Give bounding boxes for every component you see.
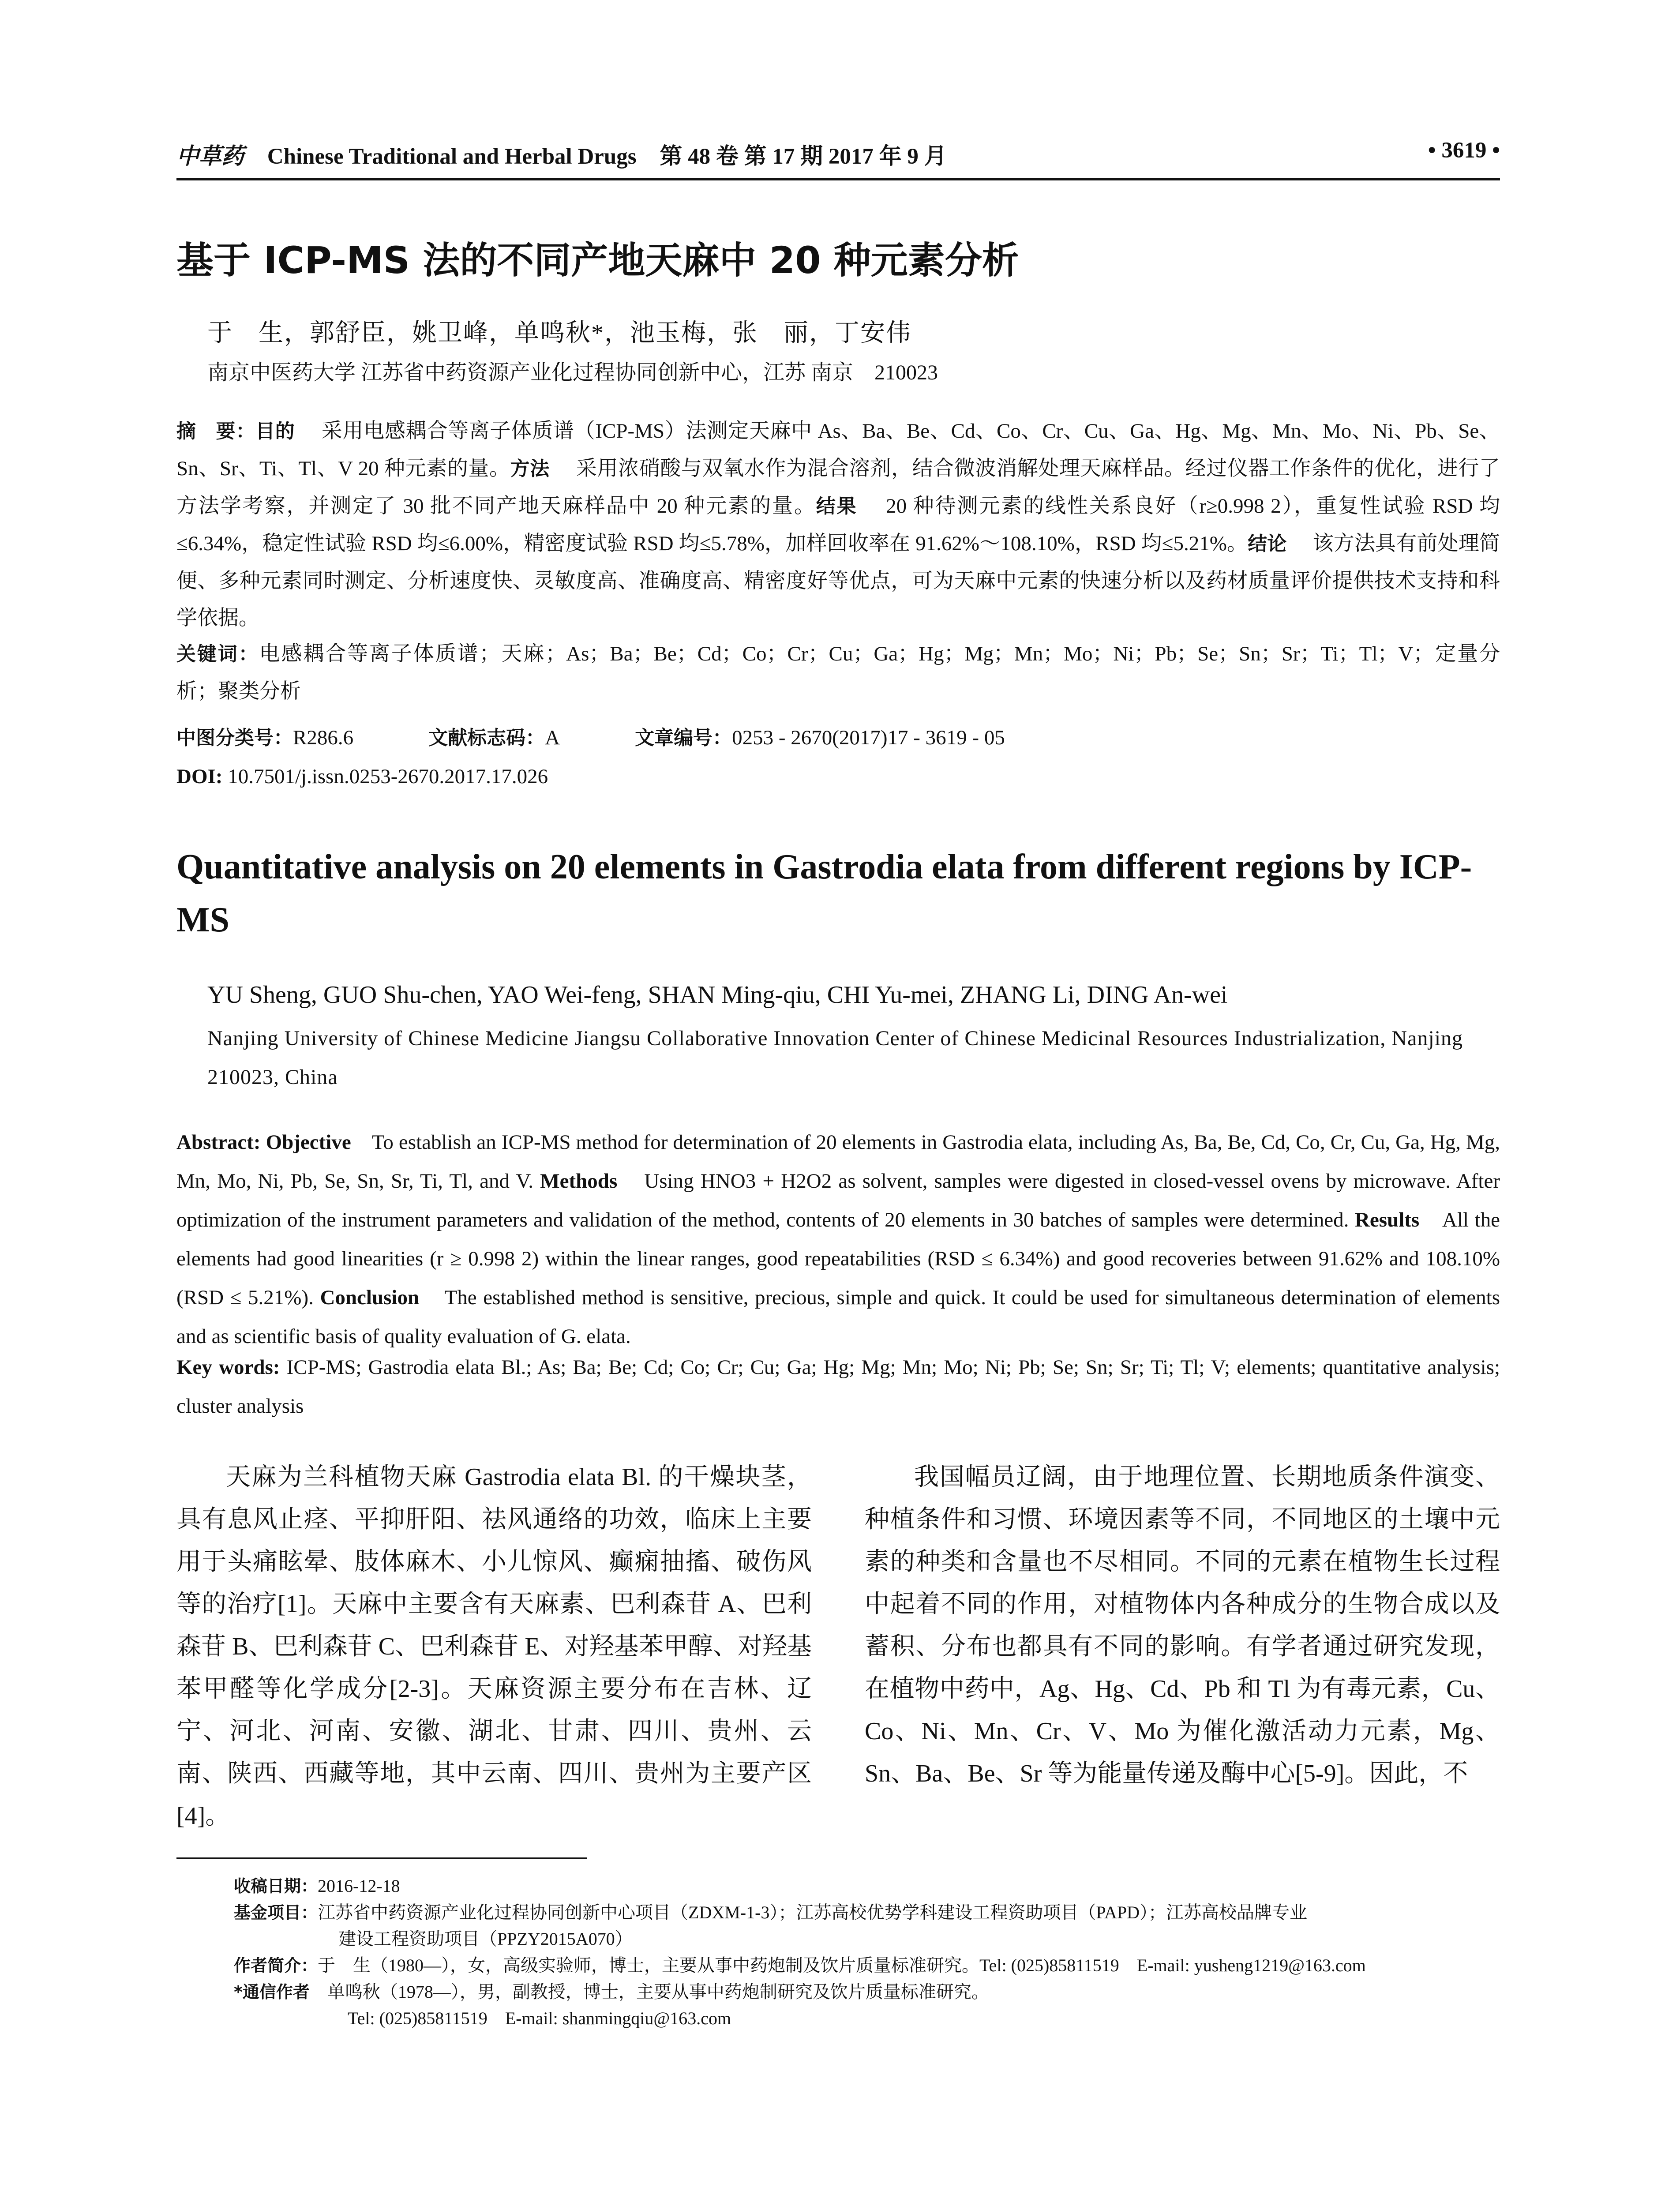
received-date: 2016-12-18 <box>318 1876 400 1896</box>
keywords-cn-label: 关键词： <box>176 643 259 665</box>
article-no: 0253 - 2670(2017)17 - 3619 - 05 <box>732 726 1005 749</box>
affiliation-cn: 南京中医药大学 江苏省中药资源产业化过程协同创新中心，江苏 南京 210023 <box>207 361 938 384</box>
methods-en-label: Methods <box>540 1170 618 1193</box>
doc-code: A <box>545 726 560 749</box>
objective-en: To establish an ICP-MS method for determination of 20 elements in Gastrodia elata, including As, Ba, Be, Cd, Co, Cr, Cu, Ga, Hg, Mg, Mn, Mo, Ni, Pb, Se, Sn, Sr, Ti, Tl, and V. <box>176 1131 1500 1193</box>
doi-label: DOI: <box>176 765 223 788</box>
objective-cn-label: 目的 <box>255 420 295 443</box>
doc-code-label: 文献标志码： <box>428 727 545 749</box>
title-cn: 基于 ICP-MS 法的不同产地天麻中 20 种元素分析 <box>176 239 1019 282</box>
footnotes <box>234 1873 1500 2032</box>
authors-en: YU Sheng, GUO Shu-chen, YAO Wei-feng, SHAN Ming-qiu, CHI Yu-mei, ZHANG Li, DING An-wei <box>207 981 1228 1009</box>
conclusion-en-label: Conclusion <box>320 1286 420 1309</box>
author-bio: 于 生（1980—），女，高级实验师，博士，主要从事中药炮制及饮片质量标准研究。Tel: (025)85811519 E-mail: yusheng1219@163.com <box>318 1955 1366 1975</box>
doi-line <box>176 758 1500 795</box>
results-cn-label: 结果 <box>816 495 858 518</box>
corr-text: 单鸣秋（1978—），男，副教授，博士，主要从事中药炮制研究及饮片质量标准研究。 <box>327 1982 989 2002</box>
authors-cn-text: 于 生，郭舒臣，姚卫峰，单鸣秋*，池玉梅，张 丽，丁安伟 <box>207 319 911 347</box>
author-bio-label: 作者简介： <box>234 1956 318 1975</box>
abstract-en <box>176 1123 1500 1356</box>
abstract-cn-label: 摘 要： <box>176 420 255 443</box>
footnote-rule <box>176 1857 587 1859</box>
fund-label: 基金项目： <box>234 1903 318 1922</box>
affiliation-en: Nanjing University of Chinese Medicine Jiangsu Collaborative Innovation Center of Chinese Medicinal Resources Industrialization, Nanjing 210023, China <box>207 1027 1463 1089</box>
clc-code: R286.6 <box>293 726 354 749</box>
classification-line <box>176 719 1500 757</box>
methods-cn: 采用浓硝酸与双氧水作为混合溶剂，结合微波消解处理天麻样品。经过仪器工作条件的优化，进行了方法学考察，并测定了 30 批不同产地天麻样品中 20 种元素的量。 <box>176 457 1500 518</box>
keywords-cn <box>176 635 1500 710</box>
footnote-fund <box>234 1899 1500 1926</box>
results-en-label: Results <box>1354 1208 1420 1231</box>
doi-value: 10.7501/j.issn.0253-2670.2017.17.026 <box>228 765 548 788</box>
results-cn: 20 种待测元素的线性关系良好（r≥0.998 2），重复性试验 RSD 均≤6.34%，稳定性试验 RSD 均≤6.00%，精密度试验 RSD 均≤5.78%，加样回收率在 91.62%～108.10%，RSD 均≤5.21%。 <box>176 495 1500 555</box>
running-header <box>176 138 1500 177</box>
abstract-cn <box>176 413 1500 637</box>
fund-text: 江苏省中药资源产业化过程协同创新中心项目（ZDXM-1-3）；江苏高校优势学科建设工程资助项目（PAPD）；江苏高校品牌专业 <box>318 1902 1308 1922</box>
abstract-en-label: Abstract: Objective <box>176 1131 351 1154</box>
conclusion-cn: 该方法具有前处理简便、多种元素同时测定、分析速度快、灵敏度高、准确度高、精密度好等优点，可为天麻中元素的快速分析以及药材质量评价提供技术支持和科学依据。 <box>176 532 1500 630</box>
fund-text-cont: 建设工程资助项目（PPZY2015A070） <box>338 1929 633 1949</box>
conclusion-en: The established method is sensitive, precious, simple and quick. It could be used for simultaneous determination of elements and as scientific basis of quality evaluation of G. elata. <box>176 1286 1500 1348</box>
footnote-corresponding <box>234 1979 1500 2005</box>
methods-en: Using HNO3 + H2O2 as solvent, samples were digested in closed-vessel ovens by microwave. After optimization of the instrument parameters and validation of the method, contents of 20 elements in 30 batches of samples were determined. <box>176 1170 1500 1231</box>
keywords-en-text: ICP-MS; Gastrodia elata Bl.; As; Ba; Be; Cd; Co; Cr; Cu; Ga; Hg; Mg; Mn; Mo; Ni; Pb; Se; Sn; Sr; Ti; Tl; V; elements; quantitative analysis; cluster analysis <box>176 1356 1500 1418</box>
corr-contact: Tel: (025)85811519 E-mail: shanmingqiu@163.com <box>348 2008 731 2028</box>
clc-label: 中图分类号： <box>176 727 293 749</box>
journal-name-en: Chinese Traditional and Herbal Drugs <box>267 144 637 169</box>
conclusion-cn-label: 结论 <box>1248 533 1287 555</box>
keywords-cn-text: 电感耦合等离子体质谱；天麻；As；Ba；Be；Cd；Co；Cr；Cu；Ga；Hg；Mg；Mn；Mo；Ni；Pb；Se；Sn；Sr；Ti；Tl；V；定量分析；聚类分析 <box>176 642 1500 703</box>
results-en: All the elements had good linearities (r ≥ 0.998 2) within the linear ranges, good repeatabilities (RSD ≤ 6.34%) and good recoveries between 91.62% and 108.10% (RSD ≤ 5.21%). <box>176 1208 1500 1309</box>
corr-label: *通信作者 <box>234 1982 310 2002</box>
footnote-received <box>234 1873 1500 1899</box>
body-column-left: 天麻为兰科植物天麻 Gastrodia elata Bl. 的干燥块茎，具有息风止痉、平抑肝阳、祛风通络的功效，临床上主要用于头痛眩晕、肢体麻木、小儿惊风、癫痫抽搐、破伤风等的治疗[1]。天麻中主要含有天麻素、巴利森苷 A、巴利森苷 B、巴利森苷 C、巴利森苷 E、对羟基苯甲醇、对羟基苯甲醛等化学成分[2-3]。天麻资源主要分布在吉林、辽宁、河北、河南、安徽、湖北、甘肃、四川、贵州、云南、陕西、西藏等地，其中云南、四川、贵州为主要产区[4]。 <box>176 1463 812 1830</box>
body-column-right: 我国幅员辽阔，由于地理位置、长期地质条件演变、种植条件和习惯、环境因素等不同，不同地区的土壤中元素的种类和含量也不尽相同。不同的元素在植物生长过程中起着不同的作用，对植物体内各种成分的生物合成以及蓄积、分布也都具有不同的影响。有学者通过研究发现，在植物中药中，Ag、Hg、Cd、Pb 和 Tl 为有毒元素，Cu、Co、Ni、Mn、Cr、V、Mo 为催化激活动力元素，Mg、Sn、Ba、Be、Sr 等为能量传递及酶中心[5-9]。因此，不 <box>865 1463 1500 1787</box>
header-rule <box>176 178 1500 180</box>
received-label: 收稿日期： <box>234 1876 318 1896</box>
authors-cn <box>207 315 1500 351</box>
keywords-en <box>176 1348 1500 1426</box>
keywords-en-label: Key words: <box>176 1356 280 1379</box>
issue-info: 第 48 卷 第 17 期 2017 年 9 月 <box>660 144 947 169</box>
article-no-label: 文章编号： <box>635 727 732 749</box>
title-en: Quantitative analysis on 20 elements in Gastrodia elata from different regions by ICP-MS <box>176 848 1472 939</box>
footnote-author <box>234 1952 1500 1979</box>
journal-name-cn: 中草药 <box>176 144 244 169</box>
methods-cn-label: 方法 <box>510 458 550 480</box>
objective-cn: 采用电感耦合等离子体质谱（ICP-MS）法测定天麻中 As、Ba、Be、Cd、Co、Cr、Cu、Ga、Hg、Mg、Mn、Mo、Ni、Pb、Se、Sn、Sr、Ti、Tl、V 20 种元素的量。 <box>176 420 1500 480</box>
page-number: • 3619 • <box>1428 138 1500 163</box>
